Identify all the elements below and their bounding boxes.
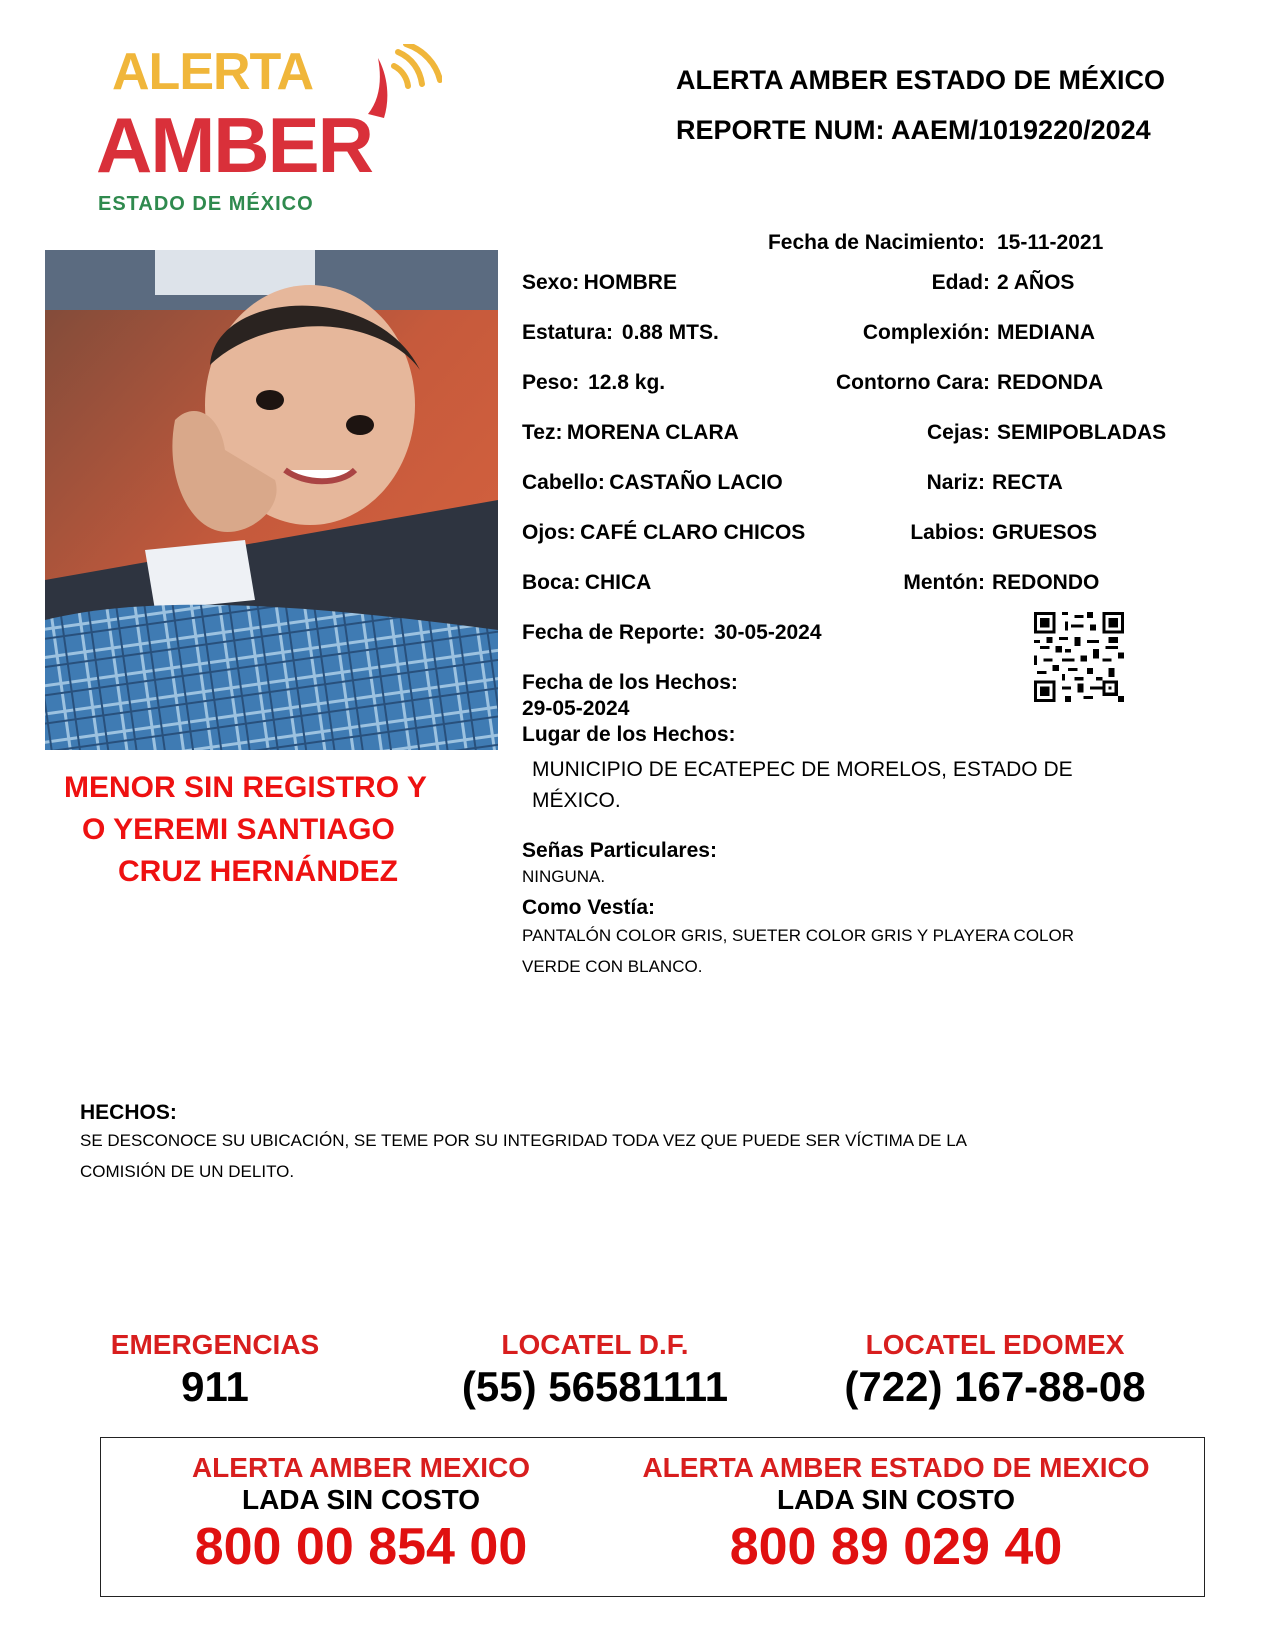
toll-free-box: [100, 1437, 1205, 1597]
labios-value: GRUESOS: [992, 521, 1098, 544]
hechos-line-1: SE DESCONOCE SU UBICACIÓN, SE TEME POR SU INTEGRIDAD TODA VEZ QUE PUEDE SER VÍCTIMA DE LA: [80, 1131, 968, 1150]
vestia-label: Como Vestía:: [522, 896, 656, 919]
child-photo-image: [45, 250, 498, 750]
cabello-field: [522, 470, 832, 496]
child-name-line-2: O YEREMI SANTIAGO: [82, 813, 395, 846]
lugar-line-1: MUNICIPIO DE ECATEPEC DE MORELOS, ESTADO DE: [532, 758, 1073, 781]
ojos-value: CAFÉ CLARO CHICOS: [580, 521, 806, 544]
contact-number[interactable]: (722) 167-88-08: [844, 1363, 1146, 1410]
fecha-hechos-value: 29-05-2024: [522, 697, 630, 720]
fecha-hechos-field: [522, 670, 832, 722]
missing-child-photo: [45, 250, 498, 750]
lugar-line-2: MÉXICO.: [532, 789, 621, 812]
logo-signal-arcs-icon: [362, 44, 442, 124]
estatura-value: 0.88 MTS.: [621, 321, 719, 344]
contact-label: LOCATEL EDOMEX: [865, 1329, 1125, 1360]
fecha-reporte-field: [522, 620, 832, 646]
alerta-amber-logo: [92, 44, 432, 220]
fecha-reporte-value: 30-05-2024: [714, 621, 822, 644]
birthdate-label: Fecha de Nacimiento:: [767, 231, 985, 254]
vestia-line-2: VERDE CON BLANCO.: [522, 957, 703, 976]
ojos-label: Ojos:: [522, 521, 576, 544]
lugar-label: Lugar de los Hechos:: [522, 723, 736, 746]
cabello-value: CASTAÑO LACIO: [609, 471, 783, 494]
fecha-reporte-label: Fecha de Reporte:: [522, 621, 706, 644]
qr-code-icon[interactable]: [1034, 612, 1124, 702]
tollfree-subtitle: LADA SIN COSTO: [241, 1484, 480, 1515]
tez-label: Tez:: [522, 421, 563, 444]
birthdate-value: 15-11-2021: [997, 231, 1104, 254]
edad-label: Edad:: [931, 271, 990, 294]
cabello-label: Cabello:: [522, 471, 605, 494]
contact-locatel-edomex: [820, 1328, 1170, 1412]
tollfree-national: [141, 1452, 581, 1578]
tez-value: MORENA CLARA: [566, 421, 739, 444]
contact-label: LOCATEL D.F.: [501, 1329, 689, 1360]
contact-label: EMERGENCIAS: [110, 1329, 320, 1360]
cejas-label: Cejas:: [926, 421, 990, 444]
logo-text-estado: ESTADO DE MÉXICO: [98, 193, 314, 215]
sexo-value: HOMBRE: [583, 271, 677, 294]
contact-locatel-df: [430, 1328, 760, 1412]
tollfree-state: [601, 1452, 1191, 1578]
fecha-hechos-label: Fecha de los Hechos:: [522, 671, 738, 694]
contact-number[interactable]: (55) 56581111: [461, 1363, 729, 1410]
boca-field: [522, 570, 832, 596]
tollfree-number[interactable]: 800 89 029 40: [729, 1518, 1063, 1576]
complexion-label: Complexión:: [862, 321, 990, 344]
tollfree-subtitle: LADA SIN COSTO: [776, 1484, 1015, 1515]
peso-value: 12.8 kg.: [588, 371, 666, 394]
peso-label: Peso:: [522, 371, 580, 394]
sexo-field: [522, 270, 832, 296]
report-number: REPORTE NUM: AAEM/1019220/2024: [676, 115, 1151, 145]
nariz-value: RECTA: [992, 471, 1063, 494]
estatura-field: [522, 320, 832, 346]
child-name-line-3: CRUZ HERNÁNDEZ: [118, 855, 398, 888]
labios-label: Labios:: [910, 521, 985, 544]
ojos-field: [522, 520, 832, 546]
menton-label: Mentón:: [903, 571, 985, 594]
contorno-label: Contorno Cara:: [836, 371, 990, 394]
alert-title: ALERTA AMBER ESTADO DE MÉXICO: [676, 65, 1166, 95]
cejas-value: SEMIPOBLADAS: [997, 421, 1167, 444]
contorno-value: REDONDA: [997, 371, 1104, 394]
tez-field: [522, 420, 832, 446]
hechos-label: HECHOS:: [80, 1101, 177, 1124]
child-name-line-1: MENOR SIN REGISTRO Y: [64, 771, 427, 804]
tollfree-title: ALERTA AMBER MEXICO: [191, 1452, 531, 1483]
contact-emergencias: [80, 1328, 350, 1412]
tollfree-title: ALERTA AMBER ESTADO DE MEXICO: [642, 1452, 1150, 1483]
nariz-label: Nariz:: [926, 471, 985, 494]
edad-value: 2 AÑOS: [997, 271, 1075, 294]
boca-value: CHICA: [584, 571, 652, 594]
sexo-label: Sexo:: [522, 271, 580, 294]
estatura-label: Estatura:: [522, 321, 614, 344]
senas-value: NINGUNA.: [522, 867, 606, 886]
logo-text-amber: AMBER: [96, 101, 372, 189]
senas-label: Señas Particulares:: [522, 839, 717, 862]
menton-value: REDONDO: [992, 571, 1100, 594]
complexion-value: MEDIANA: [997, 321, 1095, 344]
vestia-line-1: PANTALÓN COLOR GRIS, SUETER COLOR GRIS Y PLAYERA COLOR: [522, 926, 1075, 945]
peso-field: [522, 370, 832, 396]
boca-label: Boca:: [522, 571, 581, 594]
hechos-line-2: COMISIÓN DE UN DELITO.: [80, 1162, 295, 1181]
tollfree-number[interactable]: 800 00 854 00: [194, 1518, 528, 1576]
contact-number[interactable]: 911: [181, 1363, 249, 1410]
logo-text-alerta: ALERTA: [112, 43, 314, 101]
